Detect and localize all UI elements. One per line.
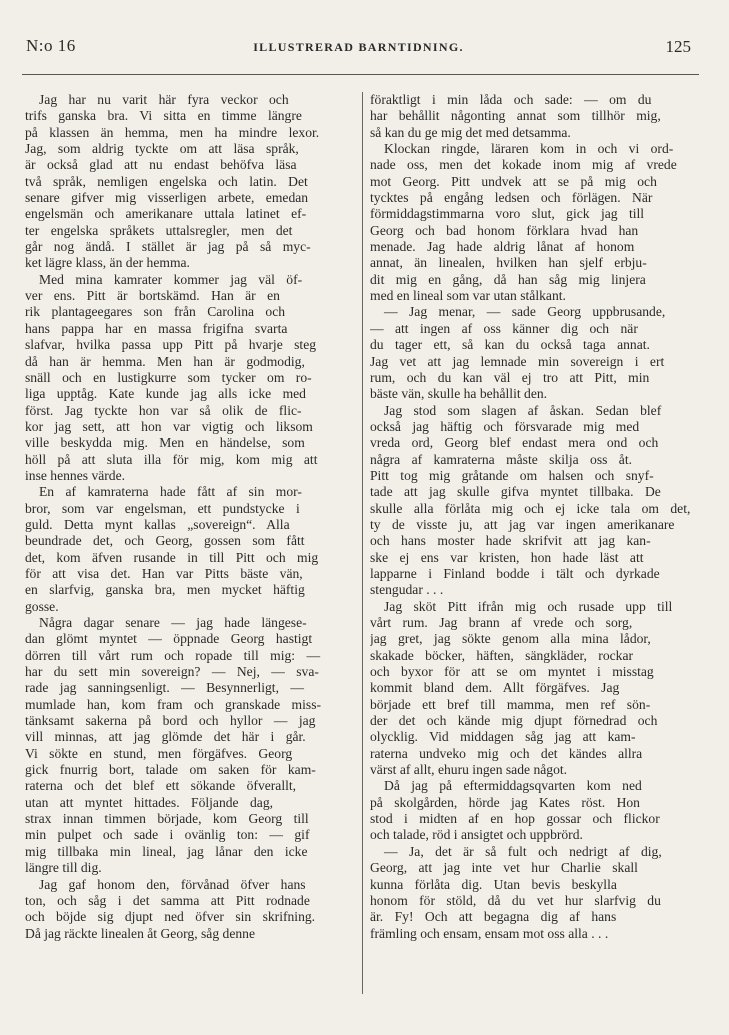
text-line: annat, än linealen, hvilken han sjelf erbju- bbox=[370, 255, 647, 271]
text-line: främling och ensam, ensam mot oss alla . . . bbox=[370, 925, 609, 941]
text-line: några af kamraterna måste skilja oss åt. bbox=[370, 451, 633, 467]
text-line: Jag vet att jag lemnade min sovereign i ert bbox=[370, 353, 665, 369]
text-line: min pulpet och sade i ovänlig ton: — gif bbox=[25, 827, 310, 843]
text-line: Då jag på eftermiddagsqvarten kom ned bbox=[384, 778, 642, 794]
text-line: Några dagar senare — jag hade längese- bbox=[39, 615, 307, 630]
text-line: skakade böcker, häften, sängkläder, rockar bbox=[370, 647, 634, 663]
text-line: och böjde sig djupt ned öfver sin skrifning. bbox=[25, 909, 316, 925]
right-column bbox=[370, 92, 694, 942]
text-line: förmiddagstimmarna voro slut, gick jag till bbox=[370, 206, 645, 222]
text-line: mot Georg. Pitt undvek att se på mig och bbox=[370, 173, 657, 189]
text-line: med en lineal som var utan stålkant. bbox=[370, 288, 566, 304]
text-line: mumlade han, kom fram och granskade miss- bbox=[25, 696, 322, 712]
text-line: ver ens. Pitt är bortskämd. Han är en bbox=[25, 288, 280, 304]
text-line: trifs ganska bra. Vi sitta en timme längre bbox=[25, 108, 302, 124]
text-line: stengudar . . . bbox=[370, 582, 444, 598]
text-line: honom för stöld, då du vet hur slarfvig du bbox=[370, 892, 661, 908]
page-number: 125 bbox=[665, 37, 691, 56]
text-line: höll på att sluta illa för mig, kom mig att bbox=[25, 451, 318, 467]
text-line: ket lägre klass, än der hemma. bbox=[25, 255, 190, 271]
text-line: — Ja, det är så fult och nedrigt af dig, bbox=[384, 843, 662, 859]
text-line: raterna och det blef ett sökande öfverallt, bbox=[25, 778, 297, 794]
text-line: på klassen än hemma, men ha mindre lexor. bbox=[25, 124, 320, 140]
text-line: Klockan ringde, läraren kom in och vi ord- bbox=[384, 141, 674, 157]
text-line: också jag häftig och försvarade mig med bbox=[370, 418, 640, 434]
text-line: är också glad att nu endast behöfva läsa bbox=[25, 157, 297, 173]
text-line: gick fnurrig bort, talade om saken för kam- bbox=[25, 762, 316, 778]
text-line: olycklig. Vid middagen såg jag att kam- bbox=[370, 729, 636, 745]
text-line: tänksamt sakerna på bord och hyllor — jag bbox=[25, 713, 316, 729]
text-line: bäste vän, skulle ha behållit den. bbox=[370, 386, 548, 402]
text-line: Jag, som aldrig tyckte om att läsa språk, bbox=[25, 141, 299, 157]
text-line: raterna undveko mig och det kändes allra bbox=[370, 745, 643, 761]
text-line: vill minnas, att jag glömde det här i går. bbox=[25, 729, 306, 745]
text-line: senare gifver mig visserligen arbete, emedan bbox=[25, 190, 309, 206]
text-line: bror, som var engelsman, ett pundstycke i bbox=[25, 500, 300, 516]
text-line: snäll och en lustigkurre som tycker om ro- bbox=[25, 369, 312, 385]
text-line: ville beskydda mig. Men en händelse, som bbox=[25, 435, 305, 451]
text-line: Jag sköt Pitt ifrån mig och rusade upp till bbox=[384, 598, 673, 614]
text-line: Pitt tog mig gråtande om halsen och snyf- bbox=[370, 467, 654, 483]
text-line: Då jag räckte linealen åt Georg, såg denne bbox=[25, 925, 255, 941]
text-line: då han är hemma. Men han är godmodig, bbox=[25, 353, 305, 369]
text-line: inse hennes värde. bbox=[25, 467, 126, 483]
text-line: ton, och såg i det samma att Pitt rodnade bbox=[25, 892, 310, 908]
issue-number: N:o 16 bbox=[26, 36, 76, 55]
text-line: engelsmän och amerikanare uttala latinet ef- bbox=[25, 206, 307, 222]
text-line: utan att myntet hittades. Följande dag, bbox=[25, 794, 274, 810]
text-line: stod i midten af en hop gossar och flickor bbox=[370, 811, 660, 827]
text-line: lapparne i Finland bodde i tält och dyrkade bbox=[370, 565, 660, 581]
text-line: strax innan timmen började, kom Georg till bbox=[25, 811, 309, 827]
text-line: är. Fy! Och att begagna dig af hans bbox=[370, 909, 617, 925]
text-line: det, kom äfven rusande in till Pitt och mig bbox=[25, 549, 319, 565]
text-line: tycktes på engång ledsen och förlägen. När bbox=[370, 190, 653, 206]
publication-title: ILLUSTRERAD BARNTIDNING. bbox=[253, 40, 464, 54]
text-line: kor jag sett, att hon var vigtig och liksom bbox=[25, 418, 313, 434]
text-line: har behållit någonting annat som tillhör mig, bbox=[370, 108, 661, 124]
column-divider bbox=[362, 92, 363, 994]
text-line: en slarfvig, ganska bra, men mycket häftig bbox=[25, 582, 305, 598]
text-line: Jag stod som slagen af åskan. Sedan blef bbox=[384, 402, 662, 418]
text-line: på skolgården, hörde jag Kates röst. Hon bbox=[370, 794, 640, 810]
left-column bbox=[25, 92, 350, 942]
text-line: beundrade det, och Georg, gossen som fått bbox=[25, 533, 305, 549]
text-line: rik plantageegares son från Carolina och bbox=[25, 304, 286, 320]
text-line: ter engelska språkets uttalsregler, men det bbox=[25, 222, 293, 238]
text-line: har du sett min sovereign? — Nej, — sva- bbox=[25, 664, 319, 680]
header-rule bbox=[22, 74, 699, 75]
text-line: dit mig en gång, då han såg mig linjera bbox=[370, 271, 646, 287]
text-line: dan glömt myntet — öppnade Georg hastigt bbox=[25, 631, 313, 647]
text-line: du tager ett, så kan du också taga annat. bbox=[370, 337, 650, 353]
text-line: menade. Jag hade aldrig lånat af honom bbox=[370, 239, 635, 255]
text-line: ske ej ens var kristen, hon hade läst att bbox=[370, 549, 644, 565]
text-line: går nog ändå. I stället är jag på så myc- bbox=[25, 239, 311, 255]
text-line: kunna förlåta dig. Utan bevis beskylla bbox=[370, 876, 617, 892]
text-line: Vi sökte en stund, men förgäfves. Georg bbox=[25, 745, 293, 761]
text-line: der det och kände mig djupt förnedrad och bbox=[370, 713, 658, 729]
text-line: En af kamraterna hade fått af sin mor- bbox=[39, 484, 302, 500]
text-line: ty de visste ju, att jag var ingen amerikanare bbox=[370, 516, 675, 532]
text-line: liga upptåg. Kate kunde jag alls icke med bbox=[25, 386, 306, 402]
text-line: guld. Detta mynt kallas „sovereign“. Alla bbox=[25, 516, 290, 532]
text-line: — Jag menar, — sade Georg uppbrusande, bbox=[384, 304, 666, 320]
text-line: tade att jag skulle gifva myntet tillbaka. De bbox=[370, 484, 661, 500]
page-header bbox=[26, 36, 691, 58]
text-line: Georg och bad honom förklara hvad han bbox=[370, 222, 639, 238]
text-line: först. Jag tyckte hon var så olik de flic- bbox=[25, 402, 302, 418]
text-line: vårt rum. Jag brann af vrede och sorg, bbox=[370, 615, 633, 630]
text-line: dörren till vårt rum och ropade till mig: — bbox=[25, 647, 321, 663]
text-line: värst af allt, ehuru ingen sade något. bbox=[370, 762, 568, 778]
text-line: kommit bland dem. Allt förgäfves. Jag bbox=[370, 680, 620, 696]
text-line: så kan du ge mig det med detsamma. bbox=[370, 124, 571, 140]
text-line: rum, och du kan väl ej tro att Pitt, min bbox=[370, 369, 650, 385]
text-line: mig tillbaka min lineal, jag lånar den icke bbox=[25, 843, 308, 859]
text-line: hans pappa har en massa frigifna svarta bbox=[25, 320, 288, 336]
text-line: nade oss, men det kokade inom mig af vrede bbox=[370, 157, 677, 173]
text-line: och hans moster hade skrifvit att jag kan- bbox=[370, 533, 651, 549]
text-line: vreda ord, Georg blef endast mera ond och bbox=[370, 435, 659, 451]
text-line: jag gret, jag sökte genom alla mina lådor, bbox=[370, 631, 651, 647]
text-line: rade jag sanningsenligt. — Besynnerligt, — bbox=[25, 680, 304, 696]
text-line: började ett bref till mamma, men ref sön- bbox=[370, 696, 651, 712]
text-line: Med mina kamrater kommer jag väl öf- bbox=[39, 271, 303, 287]
text-line: och talade, röd i ansigtet och uppbrörd. bbox=[370, 827, 583, 843]
text-line: — att ingen af oss känner dig och när bbox=[370, 320, 638, 336]
text-line: föraktligt i min låda och sade: — om du bbox=[370, 92, 652, 107]
text-line: längre till dig. bbox=[25, 860, 102, 876]
text-line: två språk, nemligen engelska och latin. Det bbox=[25, 173, 308, 189]
text-line: gosse. bbox=[25, 598, 59, 614]
text-line: för att visa det. Han var Pitts bäste vän, bbox=[25, 565, 303, 581]
text-line: och byxor för att se om myntet i misstag bbox=[370, 664, 654, 680]
text-line: skulle alla förlåta mig och ej icke tala om det, bbox=[370, 500, 691, 516]
text-line: Jag har nu varit här fyra veckor och bbox=[39, 92, 289, 107]
text-line: Georg, att jag inte vet hur Charlie skall bbox=[370, 860, 638, 876]
text-line: slafvar, hvilka passa upp Pitt på hvarje steg bbox=[25, 337, 317, 353]
text-line: Jag gaf honom den, förvånad öfver hans bbox=[39, 876, 306, 892]
